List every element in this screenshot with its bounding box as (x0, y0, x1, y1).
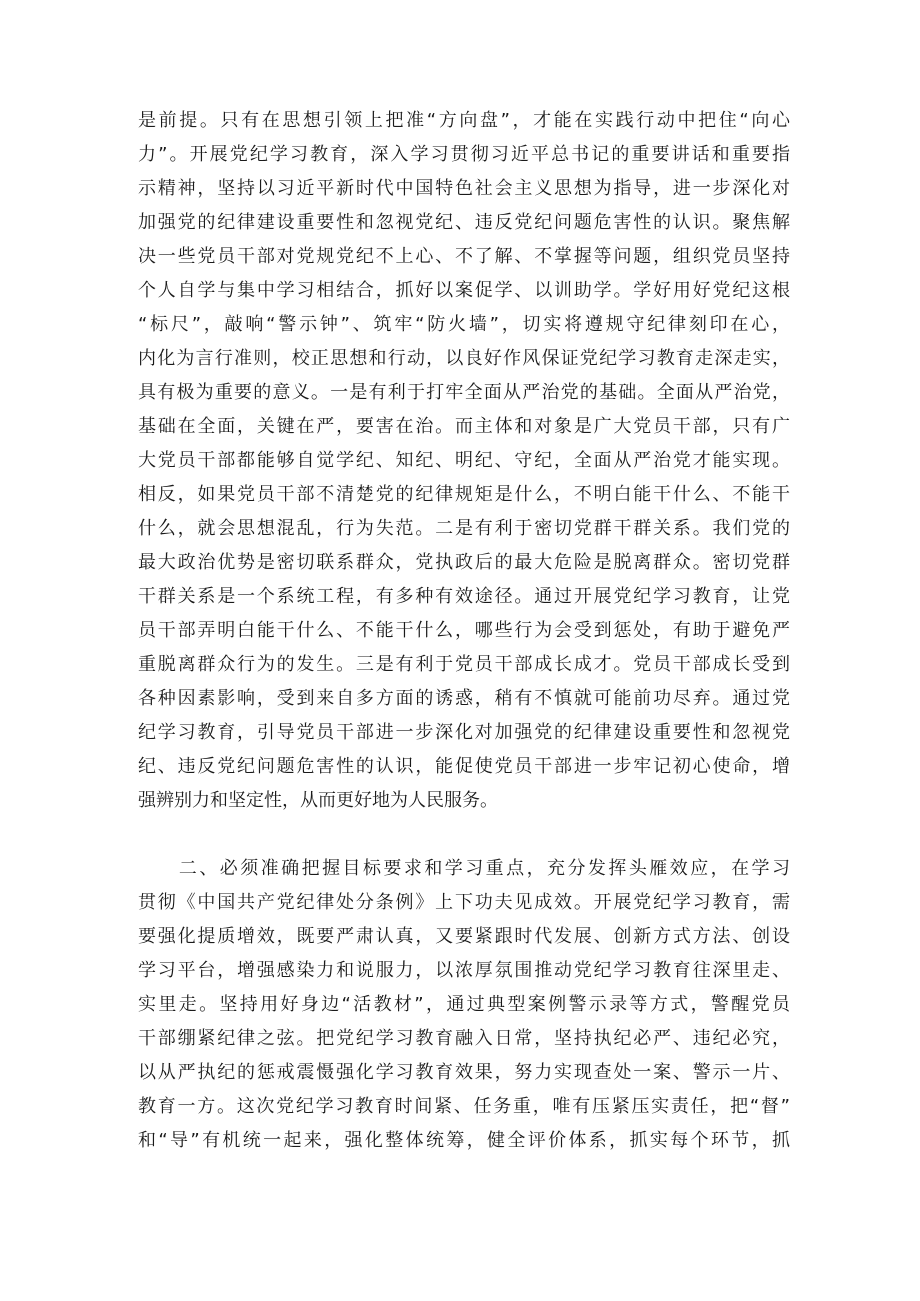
text-line: 重脱离群众行为的发生。三是有利于党员干部成长成才。党员干部成长受到 (138, 654, 790, 675)
text-line: 教育一方。这次党纪学习教育时间紧、任务重，唯有压紧压实责任，把“督” (138, 1096, 790, 1117)
text-line: 加强党的纪律建设重要性和忽视党纪、违反党纪问题危害性的认识。聚焦解 (138, 212, 790, 233)
document-body (138, 104, 790, 1158)
text-line: 强辨别力和坚定性，从而更好地为人民服务。 (138, 790, 498, 811)
text-line: 贯彻《中国共产党纪律处分条例》上下功夫见成效。开展党纪学习教育，需 (138, 892, 790, 913)
text-line: 学习平台，增强感染力和说服力，以浓厚氛围推动党纪学习教育往深里走、 (138, 960, 790, 981)
text-line: 二、必须准确把握目标要求和学习重点，充分发挥头雁效应，在学习 (138, 858, 790, 879)
text-line: 力”。开展党纪学习教育，深入学习贯彻习近平总书记的重要讲话和重要指 (138, 144, 790, 165)
paragraph-spacer (138, 818, 790, 852)
text-line: 具有极为重要的意义。一是有利于打牢全面从严治党的基础。全面从严治党， (138, 382, 790, 403)
text-line: “标尺”，敲响“警示钟”、筑牢“防火墙”，切实将遵规守纪律刻印在心， (138, 314, 790, 335)
text-line: 个人自学与集中学习相结合，抓好以案促学、以训助学。学好用好党纪这根 (138, 280, 790, 301)
text-line: 和“导”有机统一起来，强化整体统筹，健全评价体系，抓实每个环节，抓 (138, 1130, 790, 1151)
text-line: 实里走。坚持用好身边“活教材”，通过典型案例警示录等方式，警醒党员 (138, 994, 790, 1015)
text-line: 相反，如果党员干部不清楚党的纪律规矩是什么，不明白能干什么、不能干 (138, 484, 790, 505)
text-line: 内化为言行准则，校正思想和行动，以良好作风保证党纪学习教育走深走实， (138, 348, 790, 369)
text-line: 干部绷紧纪律之弦。把党纪学习教育融入日常，坚持执纪必严、违纪必究， (138, 1028, 790, 1049)
text-line: 决一些党员干部对党规党纪不上心、不了解、不掌握等问题，组织党员坚持 (138, 246, 790, 267)
text-line: 大党员干部都能够自觉学纪、知纪、明纪、守纪，全面从严治党才能实现。 (138, 450, 790, 471)
text-line: 纪学习教育，引导党员干部进一步深化对加强党的纪律建设重要性和忽视党 (138, 722, 790, 743)
text-line: 是前提。只有在思想引领上把准“方向盘”，才能在实践行动中把住“向心 (138, 110, 790, 131)
paragraph-1 (138, 104, 790, 818)
text-line: 以从严执纪的惩戒震慑强化学习教育效果，努力实现查处一案、警示一片、 (138, 1062, 790, 1083)
text-line: 纪、违反党纪问题危害性的认识，能促使党员干部进一步牢记初心使命，增 (138, 756, 790, 777)
text-line: 最大政治优势是密切联系群众，党执政后的最大危险是脱离群众。密切党群 (138, 552, 790, 573)
text-line: 基础在全面，关键在严，要害在治。而主体和对象是广大党员干部，只有广 (138, 416, 790, 437)
text-line: 什么，就会思想混乱，行为失范。二是有利于密切党群干群关系。我们党的 (138, 518, 790, 539)
text-line: 各种因素影响，受到来自多方面的诱惑，稍有不慎就可能前功尽弃。通过党 (138, 688, 790, 709)
text-line: 干群关系是一个系统工程，有多种有效途径。通过开展党纪学习教育，让党 (138, 586, 790, 607)
text-line: 要强化提质增效，既要严肃认真，又要紧跟时代发展、创新方式方法、创设 (138, 926, 790, 947)
paragraph-2 (138, 852, 790, 1158)
text-line: 示精神，坚持以习近平新时代中国特色社会主义思想为指导，进一步深化对 (138, 178, 790, 199)
text-line: 员干部弄明白能干什么、不能干什么，哪些行为会受到惩处，有助于避免严 (138, 620, 790, 641)
